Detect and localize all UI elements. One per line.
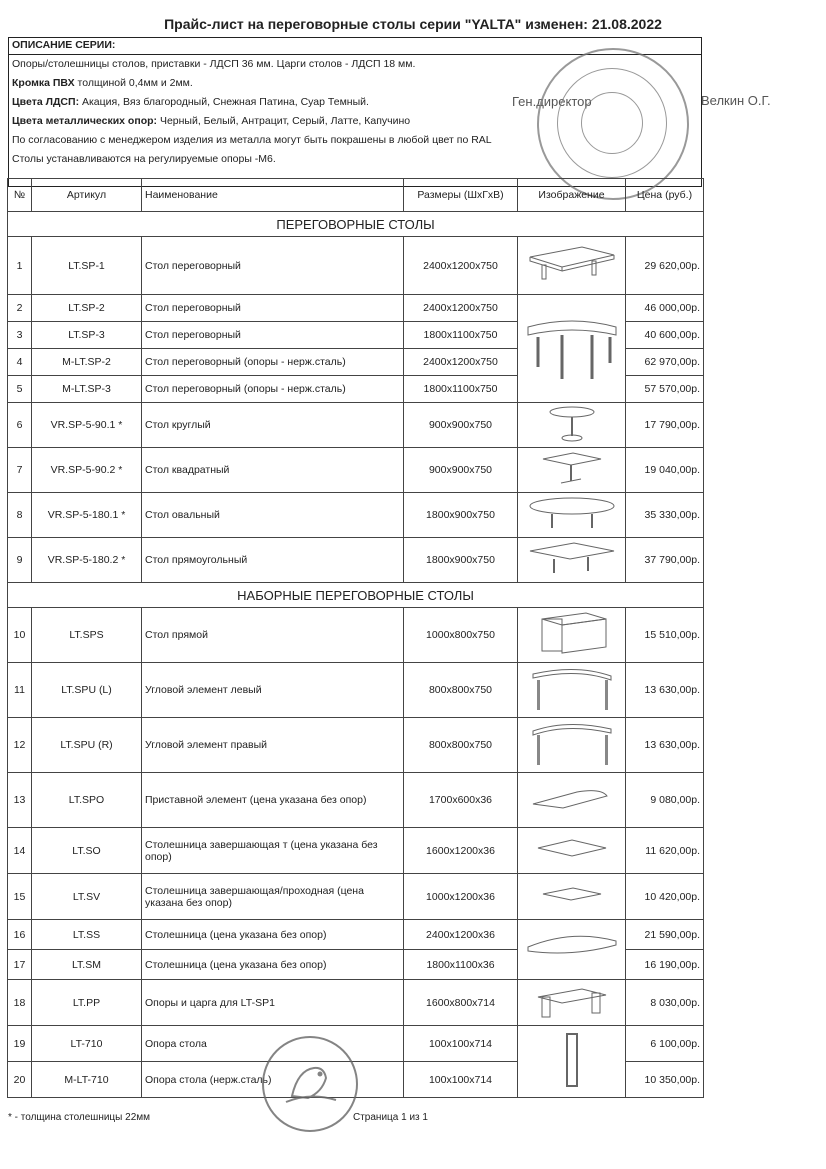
name-cell: Стол овальный bbox=[142, 493, 404, 538]
table-row bbox=[8, 448, 704, 493]
size-cell: 1600х800х714 bbox=[404, 980, 518, 1026]
name-cell: Угловой элемент левый bbox=[142, 663, 404, 718]
section-row bbox=[8, 212, 704, 237]
size-cell: 2400х1200х36 bbox=[404, 920, 518, 950]
name-cell: Стол прямой bbox=[142, 608, 404, 663]
size-cell: 1800х900х750 bbox=[404, 493, 518, 538]
size-cell: 800х800х750 bbox=[404, 663, 518, 718]
product-image bbox=[518, 237, 626, 295]
price-cell: 19 040,00р. bbox=[626, 448, 704, 493]
price-cell: 11 620,00р. bbox=[626, 828, 704, 874]
product-image bbox=[518, 980, 626, 1026]
name-cell: Опора стола bbox=[142, 1026, 404, 1062]
price-cell: 37 790,00р. bbox=[626, 538, 704, 583]
section-title: НАБОРНЫЕ ПЕРЕГОВОРНЫЕ СТОЛЫ bbox=[8, 583, 704, 608]
description-line-1: Опоры/столешницы столов, приставки - ЛДСП 36 мм. Царги столов - ЛДСП 18 мм. bbox=[12, 58, 416, 70]
product-image bbox=[518, 295, 626, 403]
description-header: ОПИСАНИЕ СЕРИИ: bbox=[9, 38, 701, 55]
size-cell: 900х900х750 bbox=[404, 403, 518, 448]
article-cell: LT.SV bbox=[32, 874, 142, 920]
col-size: Размеры (ШхГхВ) bbox=[404, 179, 518, 212]
size-cell: 2400х1200х750 bbox=[404, 349, 518, 376]
name-cell: Стол круглый bbox=[142, 403, 404, 448]
name-cell: Угловой элемент правый bbox=[142, 718, 404, 773]
section-row bbox=[8, 583, 704, 608]
size-cell: 1700х600х36 bbox=[404, 773, 518, 828]
article-cell: LT.SPS bbox=[32, 608, 142, 663]
article-cell: LT.SP-3 bbox=[32, 322, 142, 349]
col-num: № bbox=[8, 179, 32, 212]
row-number: 3 bbox=[8, 322, 32, 349]
table-row bbox=[8, 608, 704, 663]
price-cell: 21 590,00р. bbox=[626, 920, 704, 950]
name-cell: Стол переговорный bbox=[142, 295, 404, 322]
price-cell: 16 190,00р. bbox=[626, 950, 704, 980]
row-number: 19 bbox=[8, 1026, 32, 1062]
product-image bbox=[518, 403, 626, 448]
name-cell: Столешница (цена указана без опор) bbox=[142, 950, 404, 980]
table-row bbox=[8, 980, 704, 1026]
name-cell: Стол переговорный bbox=[142, 237, 404, 295]
product-image bbox=[518, 493, 626, 538]
price-cell: 13 630,00р. bbox=[626, 718, 704, 773]
article-cell: VR.SP-5-180.1 * bbox=[32, 493, 142, 538]
row-number: 7 bbox=[8, 448, 32, 493]
col-name: Наименование bbox=[142, 179, 404, 212]
price-cell: 9 080,00р. bbox=[626, 773, 704, 828]
product-image bbox=[518, 920, 626, 980]
size-cell: 2400х1200х750 bbox=[404, 237, 518, 295]
name-cell: Стол переговорный (опоры - нерж.сталь) bbox=[142, 376, 404, 403]
article-cell: VR.SP-5-90.2 * bbox=[32, 448, 142, 493]
name-cell: Столешница завершающая т (цена указана без опор) bbox=[142, 828, 404, 874]
metal-colors-label: Цвета металлических опор: bbox=[12, 115, 158, 127]
metal-colors-text: Черный, Белый, Антрацит, Серый, Латте, Капучино bbox=[157, 115, 411, 127]
size-cell: 100х100х714 bbox=[404, 1062, 518, 1098]
row-number: 12 bbox=[8, 718, 32, 773]
size-cell: 900х900х750 bbox=[404, 448, 518, 493]
table-row bbox=[8, 1026, 704, 1062]
product-image bbox=[518, 773, 626, 828]
price-cell: 17 790,00р. bbox=[626, 403, 704, 448]
row-number: 8 bbox=[8, 493, 32, 538]
name-cell: Опоры и царга для LT-SP1 bbox=[142, 980, 404, 1026]
name-cell: Столешница завершающая/проходная (цена указана без опор) bbox=[142, 874, 404, 920]
price-cell: 57 570,00р. bbox=[626, 376, 704, 403]
product-image bbox=[518, 663, 626, 718]
price-cell: 13 630,00р. bbox=[626, 663, 704, 718]
col-price: Цена (руб.) bbox=[626, 179, 704, 212]
row-number: 16 bbox=[8, 920, 32, 950]
product-image bbox=[518, 448, 626, 493]
size-cell: 1800х1100х750 bbox=[404, 322, 518, 349]
price-cell: 10 420,00р. bbox=[626, 874, 704, 920]
article-cell: M-LT-710 bbox=[32, 1062, 142, 1098]
article-cell: LT.SO bbox=[32, 828, 142, 874]
signature-name: Велкин О.Г. bbox=[701, 93, 771, 108]
size-cell: 1800х1100х750 bbox=[404, 376, 518, 403]
price-cell: 46 000,00р. bbox=[626, 295, 704, 322]
row-number: 18 bbox=[8, 980, 32, 1026]
product-image bbox=[518, 874, 626, 920]
price-cell: 62 970,00р. bbox=[626, 349, 704, 376]
price-cell: 10 350,00р. bbox=[626, 1062, 704, 1098]
row-number: 13 bbox=[8, 773, 32, 828]
table-row bbox=[8, 718, 704, 773]
price-cell: 40 600,00р. bbox=[626, 322, 704, 349]
row-number: 15 bbox=[8, 874, 32, 920]
bird-seal bbox=[262, 1036, 358, 1132]
product-image bbox=[518, 538, 626, 583]
table-row bbox=[8, 920, 704, 950]
description-line-6: Столы устанавливаются на регулируемые опоры -М6. bbox=[12, 153, 276, 165]
article-cell: VR.SP-5-90.1 * bbox=[32, 403, 142, 448]
article-cell: M-LT.SP-3 bbox=[32, 376, 142, 403]
table-row bbox=[8, 874, 704, 920]
edge-label: Кромка ПВХ bbox=[12, 77, 75, 89]
price-cell: 8 030,00р. bbox=[626, 980, 704, 1026]
name-cell: Стол прямоугольный bbox=[142, 538, 404, 583]
row-number: 5 bbox=[8, 376, 32, 403]
article-cell: VR.SP-5-180.2 * bbox=[32, 538, 142, 583]
col-image: Изображение bbox=[518, 179, 626, 212]
section-title: ПЕРЕГОВОРНЫЕ СТОЛЫ bbox=[8, 212, 704, 237]
article-cell: LT.PP bbox=[32, 980, 142, 1026]
row-number: 6 bbox=[8, 403, 32, 448]
row-number: 14 bbox=[8, 828, 32, 874]
article-cell: LT.SP-1 bbox=[32, 237, 142, 295]
article-cell: LT.SP-2 bbox=[32, 295, 142, 322]
colors-text: Акация, Вяз благородный, Снежная Патина, Суар Темный. bbox=[79, 96, 369, 108]
table-row bbox=[8, 828, 704, 874]
colors-label: Цвета ЛДСП: bbox=[12, 96, 80, 108]
size-cell: 1600х1200х36 bbox=[404, 828, 518, 874]
price-cell: 6 100,00р. bbox=[626, 1026, 704, 1062]
name-cell: Приставной элемент (цена указана без опор) bbox=[142, 773, 404, 828]
footnote: * - толщина столешницы 22мм bbox=[8, 1112, 151, 1123]
article-cell: LT-710 bbox=[32, 1026, 142, 1062]
article-cell: LT.SPO bbox=[32, 773, 142, 828]
article-cell: LT.SS bbox=[32, 920, 142, 950]
size-cell: 800х800х750 bbox=[404, 718, 518, 773]
price-cell: 35 330,00р. bbox=[626, 493, 704, 538]
signature-role: Ген.директор bbox=[512, 94, 592, 109]
article-cell: LT.SPU (R) bbox=[32, 718, 142, 773]
name-cell: Столешница (цена указана без опор) bbox=[142, 920, 404, 950]
table-row bbox=[8, 237, 704, 295]
table-row bbox=[8, 295, 704, 322]
product-image bbox=[518, 718, 626, 773]
size-cell: 1000х1200х36 bbox=[404, 874, 518, 920]
product-image bbox=[518, 608, 626, 663]
price-table bbox=[7, 178, 704, 1098]
article-cell: M-LT.SP-2 bbox=[32, 349, 142, 376]
row-number: 4 bbox=[8, 349, 32, 376]
table-row bbox=[8, 538, 704, 583]
edge-text: толщиной 0,4мм и 2мм. bbox=[74, 77, 193, 89]
table-header bbox=[8, 179, 704, 212]
table-row bbox=[8, 403, 704, 448]
product-image bbox=[518, 1026, 626, 1098]
name-cell: Опора стола (нерж.сталь) bbox=[142, 1062, 404, 1098]
row-number: 9 bbox=[8, 538, 32, 583]
size-cell: 1800х900х750 bbox=[404, 538, 518, 583]
table-row bbox=[8, 773, 704, 828]
description-line-5: По согласованию с менеджером изделия из металла могут быть покрашены в любой цвет по RAL bbox=[12, 134, 492, 146]
row-number: 11 bbox=[8, 663, 32, 718]
size-cell: 100х100х714 bbox=[404, 1026, 518, 1062]
row-number: 1 bbox=[8, 237, 32, 295]
row-number: 17 bbox=[8, 950, 32, 980]
size-cell: 1000х800х750 bbox=[404, 608, 518, 663]
table-row bbox=[8, 493, 704, 538]
page-number: Страница 1 из 1 bbox=[353, 1112, 428, 1123]
price-cell: 29 620,00р. bbox=[626, 237, 704, 295]
size-cell: 1800х1100х36 bbox=[404, 950, 518, 980]
price-cell: 15 510,00р. bbox=[626, 608, 704, 663]
article-cell: LT.SM bbox=[32, 950, 142, 980]
row-number: 2 bbox=[8, 295, 32, 322]
name-cell: Стол переговорный bbox=[142, 322, 404, 349]
product-image bbox=[518, 828, 626, 874]
article-cell: LT.SPU (L) bbox=[32, 663, 142, 718]
table-row bbox=[8, 663, 704, 718]
name-cell: Стол переговорный (опоры - нерж.сталь) bbox=[142, 349, 404, 376]
size-cell: 2400х1200х750 bbox=[404, 295, 518, 322]
row-number: 10 bbox=[8, 608, 32, 663]
page-title: Прайс-лист на переговорные столы серии "YALTA" изменен: 21.08.2022 bbox=[164, 16, 662, 32]
row-number: 20 bbox=[8, 1062, 32, 1098]
col-article: Артикул bbox=[32, 179, 142, 212]
name-cell: Стол квадратный bbox=[142, 448, 404, 493]
